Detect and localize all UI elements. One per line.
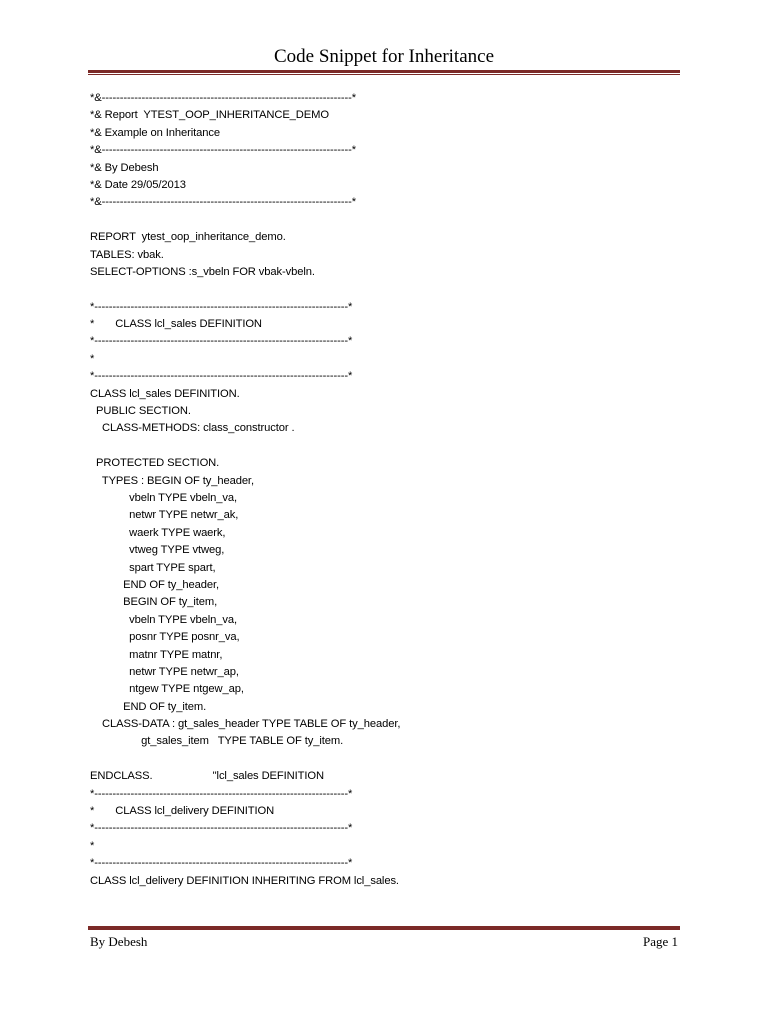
code-line: *& Date 29/05/2013 [90,178,186,191]
code-line: PROTECTED SECTION. [90,457,220,470]
code-line: ntgew TYPE ntgew_ap, [90,683,244,696]
code-line: *----------------------------------------------------------------------* [90,370,353,383]
code-line: netwr TYPE netwr_ap, [90,665,239,678]
code-line [90,438,690,455]
code-line [90,212,690,229]
code-line: *----------------------------------------------------------------------* [90,335,353,348]
code-line: waerk TYPE waerk, [90,526,226,539]
code-line: * [90,352,95,365]
code-line: * CLASS lcl_delivery DEFINITION [90,805,275,818]
code-line: *----------------------------------------------------------------------* [90,857,353,870]
code-line: PUBLIC SECTION. [90,405,191,418]
code-line: vbeln TYPE vbeln_va, [90,613,237,626]
code-line: BEGIN OF ty_item, [90,596,218,609]
code-line: *& Report YTEST_OOP_INHERITANCE_DEMO [90,109,329,122]
code-line: *&---------------------------------------------------------------------* [90,196,357,209]
code-line: *----------------------------------------------------------------------* [90,822,353,835]
code-line [90,281,690,298]
code-line: END OF ty_item. [90,700,207,713]
code-line: * CLASS lcl_sales DEFINITION [90,318,262,331]
code-line: *----------------------------------------------------------------------* [90,300,353,313]
footer-author: By Debesh [90,934,148,949]
footer-rule [88,925,680,930]
code-line: matnr TYPE matnr, [90,648,223,661]
code-line: REPORT ytest_oop_inheritance_demo. [90,231,286,244]
code-line: posnr TYPE posnr_va, [90,631,240,644]
code-line: *&---------------------------------------------------------------------* [90,92,357,104]
code-line: *----------------------------------------------------------------------* [90,787,353,800]
code-line: SELECT-OPTIONS :s_vbeln FOR vbak-vbeln. [90,265,315,278]
code-line: CLASS lcl_sales DEFINITION. [90,387,240,400]
code-line: * [90,839,95,852]
header-rule [88,70,680,75]
code-block [90,90,690,890]
code-line: END OF ty_header, [90,578,220,591]
code-line: CLASS lcl_delivery DEFINITION INHERITING FROM lcl_sales. [90,874,399,887]
code-line: ENDCLASS. "lcl_sales DEFINITION [90,770,324,783]
code-line: vtweg TYPE vtweg, [90,544,225,557]
code-line: *&---------------------------------------------------------------------* [90,144,357,157]
code-line: netwr TYPE netwr_ak, [90,509,239,522]
code-line: *& By Debesh [90,161,159,174]
code-line [90,751,690,768]
code-line: spart TYPE spart, [90,561,216,574]
code-line: TABLES: vbak. [90,248,164,261]
code-line: gt_sales_item TYPE TABLE OF ty_item. [90,735,344,748]
code-line: vbeln TYPE vbeln_va, [90,491,237,504]
page-number: Page 1 [642,934,678,949]
code-line: CLASS-METHODS: class_constructor . [90,422,295,435]
code-line: *& Example on Inheritance [90,126,220,139]
code-line: CLASS-DATA : gt_sales_header TYPE TABLE OF ty_header, [90,718,401,731]
code-line: TYPES : BEGIN OF ty_header, [90,474,254,487]
page-title: Code Snippet for Inheritance [273,46,494,67]
